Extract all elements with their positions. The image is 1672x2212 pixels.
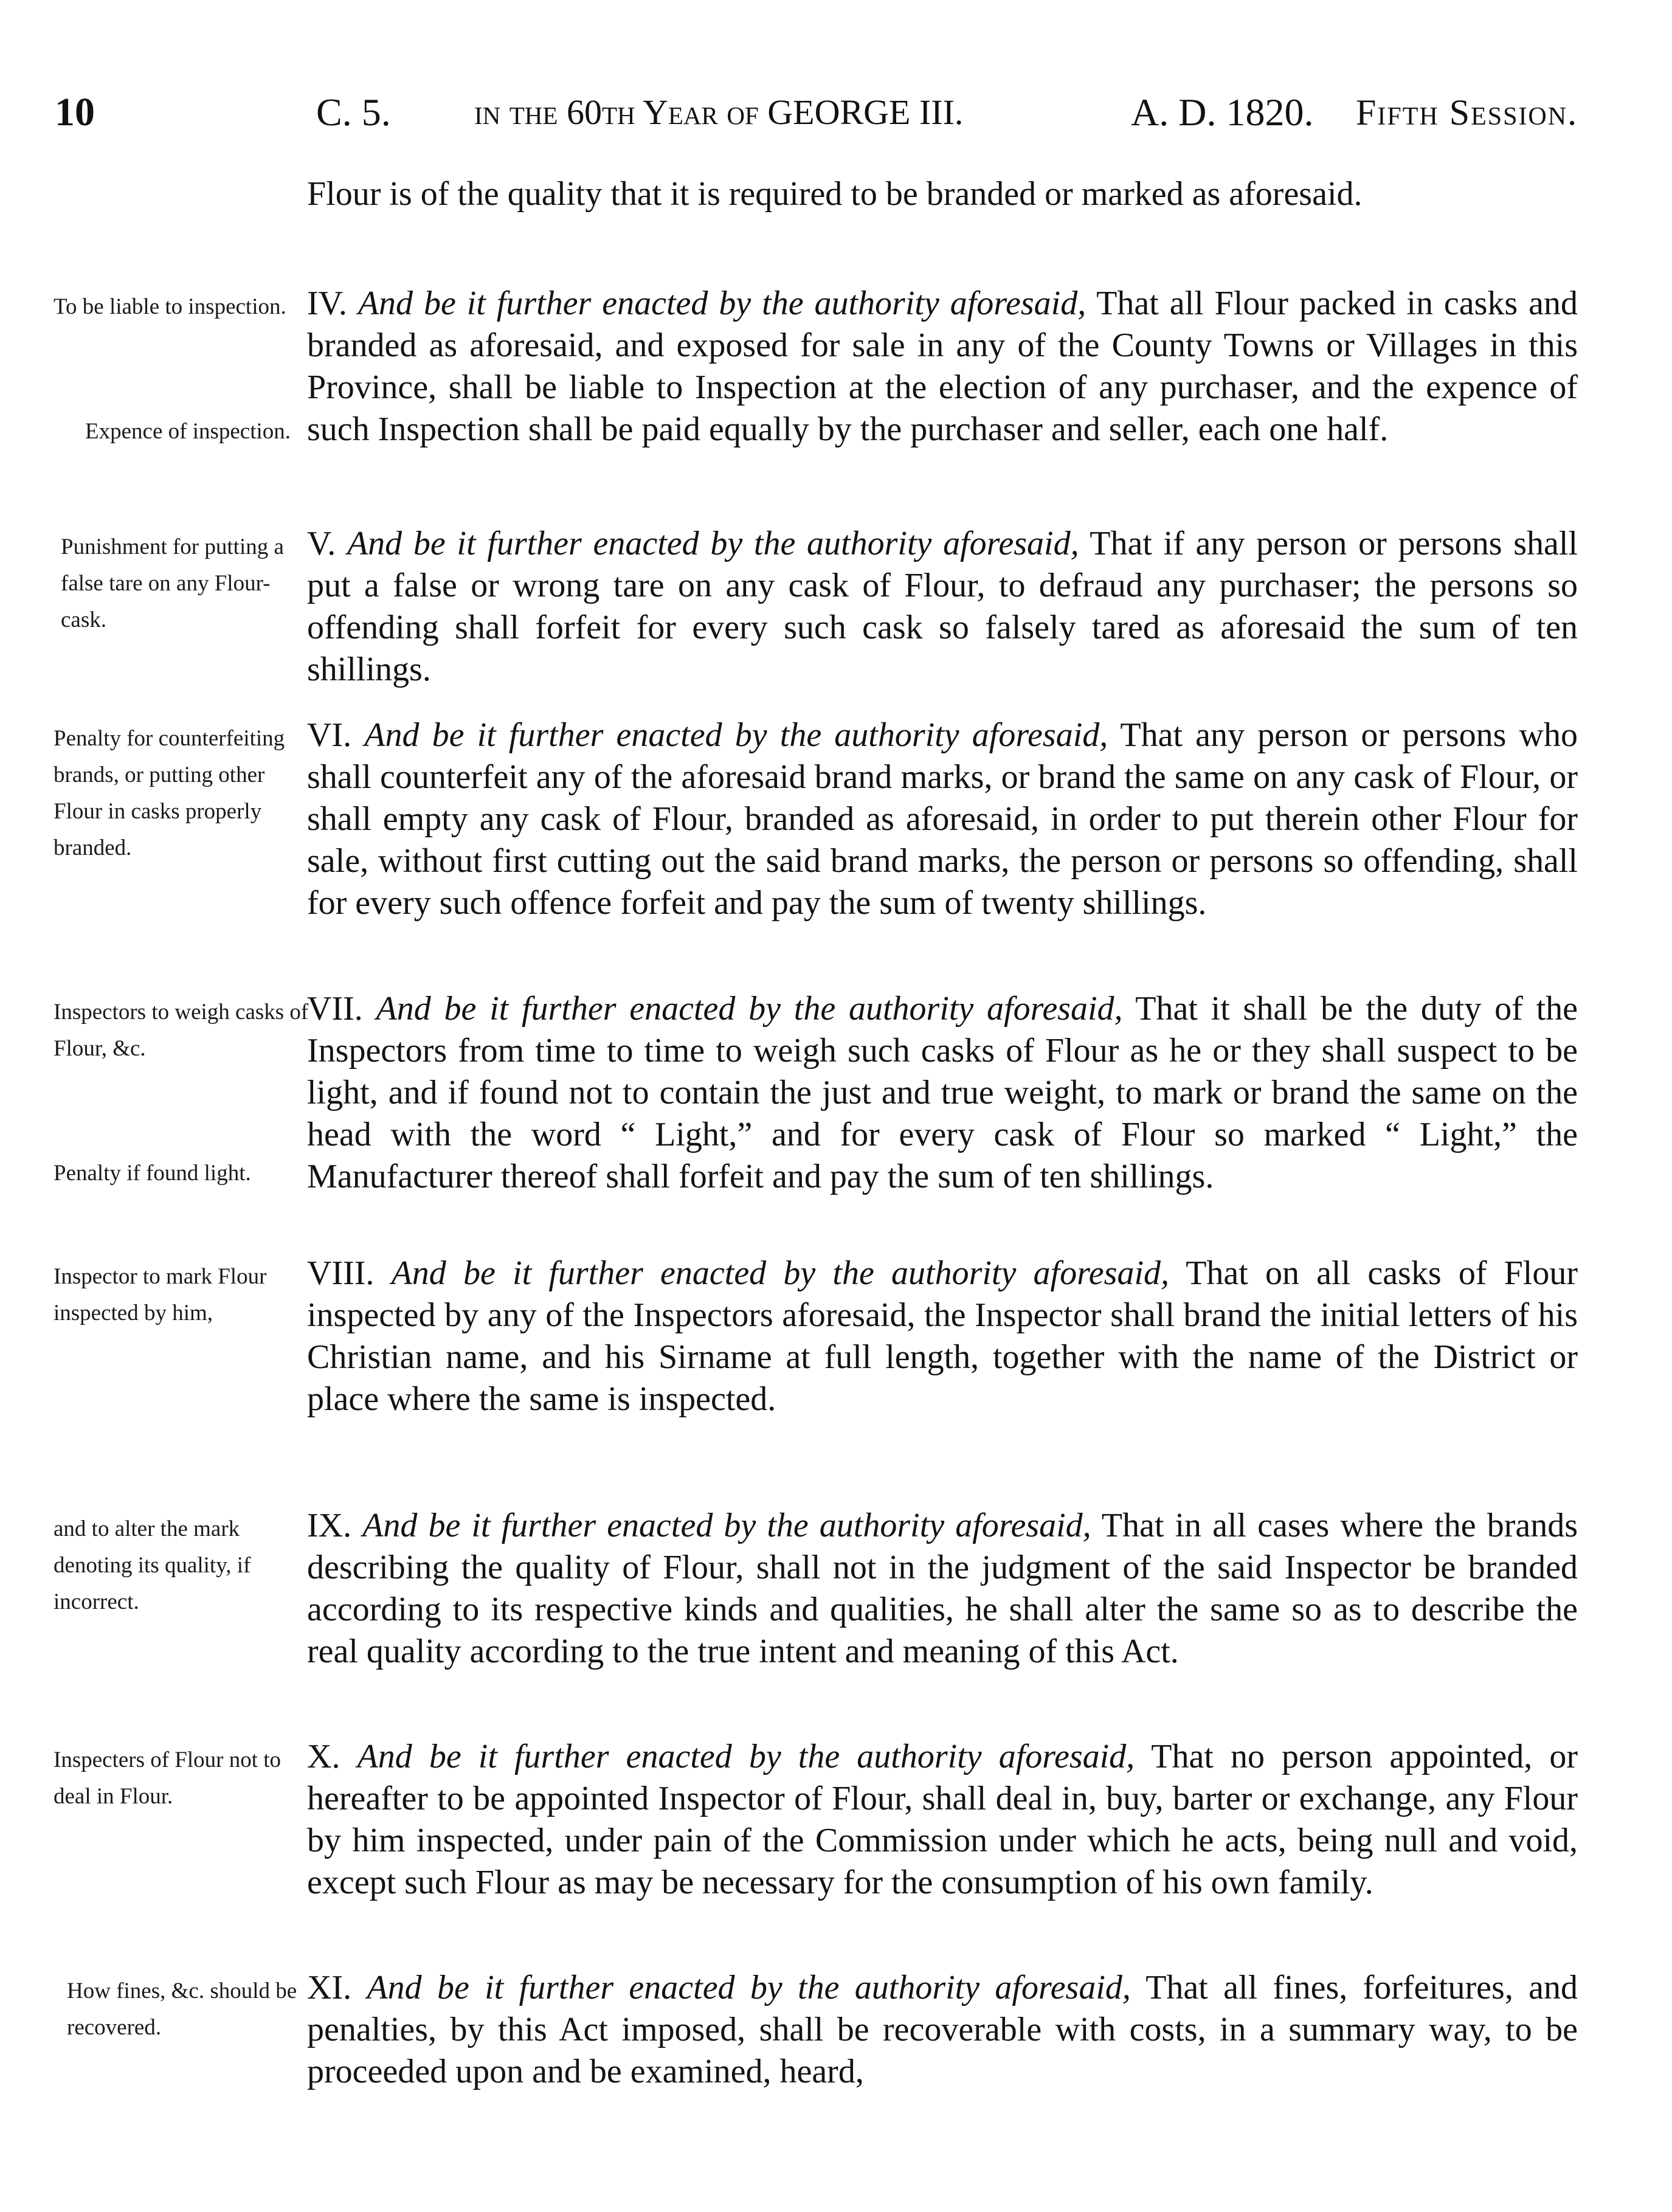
regnal-year: in the 60th Year of GEORGE III. <box>474 92 964 132</box>
section-body: That if any person or persons shall put a false or wrong tare on any cask of Flour, to defraud any purchaser; the persons so offending shall forfeit for every such cask so falsely tared as aforesaid the sum of ten shillings. <box>307 525 1578 688</box>
page-number: 10 <box>55 90 95 134</box>
anno-domini: A. D. 1820. <box>1131 91 1314 134</box>
running-header <box>55 79 1611 146</box>
enacting-clause: And be it further enacted by the authority aforesaid, <box>357 1738 1135 1775</box>
section-text <box>307 714 1578 924</box>
session-label: Fifth Session. <box>1356 92 1578 133</box>
marginal-note: How fines, &c. should be recovered. <box>67 1979 297 2040</box>
marginal-note: Inspectors to weigh casks of Flour, &c. <box>54 1000 309 1061</box>
marginal-note: Punishment for putting a false tare on any Flour-cask. <box>61 534 284 632</box>
section-numeral: IX. <box>307 1507 352 1544</box>
section-numeral: V. <box>307 525 336 562</box>
marginal-note: Inspecters of Flour not to deal in Flour. <box>54 1747 282 1809</box>
section-text <box>307 283 1578 451</box>
section-text <box>307 1967 1578 2093</box>
section-numeral: IV. <box>307 285 347 322</box>
section-text <box>307 1736 1578 1904</box>
marginal-note: To be liable to inspection. <box>54 294 286 319</box>
section-numeral: VII. <box>307 990 363 1028</box>
section-numeral: X. <box>307 1738 340 1775</box>
enacting-clause: And be it further enacted by the authority aforesaid, <box>376 990 1123 1028</box>
section-body: That on all casks of Flour inspected by any of the Inspectors aforesaid, the Inspector shall brand the initial letters of his Christian name, and his Sirname at full length, together with the name of the District or place where the same is inspected. <box>307 1254 1578 1418</box>
section-body: That all Flour packed in casks and branded as aforesaid, and exposed for sale in any of the County Towns or Villages in this Province, shall be liable to Inspection at the election of any purchaser, and the expence of such Inspection shall be paid equally by the purchaser and seller, each one half. <box>307 285 1578 448</box>
section-body: That all fines, forfeitures, and penalties, by this Act imposed, shall be recoverable with costs, in a summary way, to be proceeded upon and be examined, heard, <box>307 1969 1578 2090</box>
marginal-note: and to alter the mark denoting its quality, if incorrect. <box>54 1516 251 1614</box>
marginal-note: Penalty for counterfeiting brands, or putting other Flour in casks properly branded. <box>54 726 285 860</box>
section-text <box>307 1253 1578 1420</box>
section-text <box>307 988 1578 1198</box>
chapter-reference: C. 5. <box>316 91 391 134</box>
section-body: That any person or persons who shall counterfeit any of the aforesaid brand marks, or brand the same on any cask of Flour, or shall empty any cask of Flour, branded as aforesaid, in order to put therein other Flour for sale, without first cutting out the said brand marks, the person or persons so offending, shall for every such offence forfeit and pay the sum of twenty shillings. <box>307 716 1578 922</box>
section-numeral: VIII. <box>307 1254 375 1292</box>
enacting-clause: And be it further enacted by the authority aforesaid, <box>364 716 1108 754</box>
section-body: That in all cases where the brands describing the quality of Flour, shall not in the judgment of the said Inspector be branded according to its respective kinds and qualities, he shall alter the same so as to describe the real quality according to the true intent and meaning of this Act. <box>307 1507 1578 1670</box>
enacting-clause: And be it further enacted by the authority aforesaid, <box>367 1969 1131 2006</box>
section-numeral: XI. <box>307 1969 352 2006</box>
section-text <box>307 523 1578 691</box>
marginal-note: Expence of inspection. <box>85 419 291 444</box>
section-body: That it shall be the duty of the Inspectors from time to time to weigh such casks of Flour as he or they shall suspect to be light, and if found not to contain the just and true weight, to mark or brand the same on the head with the word “ Light,” and for every cask of Flour so marked “ Light,” the Manufacturer thereof shall forfeit and pay the sum of ten shillings. <box>307 990 1578 1195</box>
section-text <box>307 1505 1578 1673</box>
enacting-clause: And be it further enacted by the authority aforesaid, <box>358 285 1086 322</box>
marginal-note: Inspector to mark Flour inspected by him, <box>54 1264 267 1325</box>
section-text: Flour is of the quality that it is required to be branded or marked as aforesaid. <box>307 175 1363 213</box>
section-body: That no person appointed, or hereafter to be appointed Inspector of Flour, shall deal in, buy, barter or exchange, any Flour by him inspected, under pain of the Commission under which he acts, being null and void, except such Flour as may be necessary for the consumption of his own family. <box>307 1738 1578 1901</box>
enacting-clause: And be it further enacted by the authority aforesaid, <box>362 1507 1091 1544</box>
section-numeral: VI. <box>307 716 352 754</box>
marginal-note: Penalty if found light. <box>54 1161 251 1186</box>
enacting-clause: And be it further enacted by the authority aforesaid, <box>391 1254 1169 1292</box>
enacting-clause: And be it further enacted by the authority aforesaid, <box>347 525 1079 562</box>
